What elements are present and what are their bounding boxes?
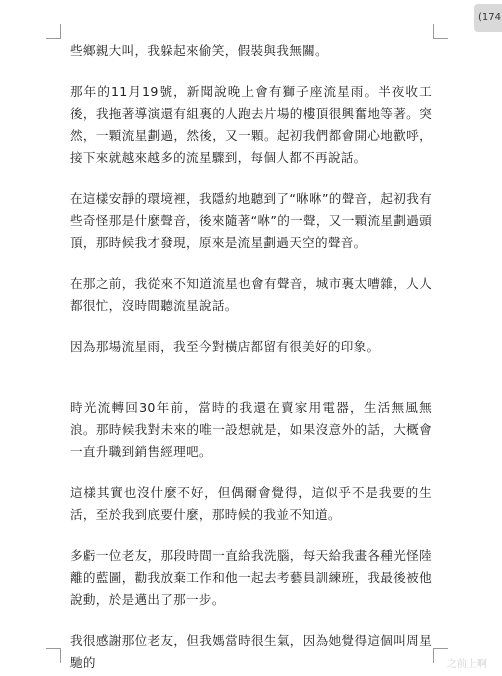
paragraph: 我很感謝那位老友，但我媽當時很生氣，因為她覺得這個叫周星馳的 xyxy=(70,633,432,670)
crop-mark-bottom-right xyxy=(433,648,448,663)
paragraph: 在那之前，我從來不知道流星也會有聲音，城市裏太嘈雜，人人都很忙，沒時間聽流星說話。 xyxy=(70,276,432,313)
paragraph: 因為那場流星雨，我至今對橫店都留有很美好的印象。 xyxy=(70,339,380,354)
paragraph: 多虧一位老友，那段時間一直給我洗腦，每天給我畫各種光怪陸離的藍圖，勸我放棄工作和他一起去考藝員訓練班，我最後被他說動，於是邁出了那一步。 xyxy=(70,548,432,607)
paragraph: 那年的11月19號，新聞說晚上會有獅子座流星雨。半夜收工後，我拖著導演還有組裏的人跑去片場的樓頂很興奮地等著。突然，一顆流星劃過，然後，又一顆。起初我們都會開心地歡呼，接下來就越來越多的流星驟到，每個人都不再說話。 xyxy=(70,84,432,165)
corner-page-badge: (174 xyxy=(474,4,502,32)
paragraph: 在這樣安靜的環境裡，我隱約地聽到了“咻咻”的聲音，起初我有些奇怪那是什麼聲音，後來隨著“咻”的一聲，又一顆流星劃過頭頂，那時候我才發現，原來是流星劃過天空的聲音。 xyxy=(70,191,432,250)
crop-mark-bottom-left xyxy=(46,648,61,663)
watermark: 之前上啊 xyxy=(447,659,487,670)
paragraph: 時光流轉回30年前，當時的我還在賣家用電器，生活無風無浪。那時候我對未來的唯一設想就是，如果沒意外的話，大概會一直升職到銷售經理吧。 xyxy=(70,400,432,459)
crop-mark-top-right xyxy=(433,24,448,39)
document-body xyxy=(70,40,432,674)
paragraph: 這樣其實也沒什麼不好，但偶爾會覺得，這似乎不是我要的生活，至於我到底要什麼，那時候的我並不知道。 xyxy=(70,485,432,522)
crop-mark-top-left xyxy=(46,24,61,39)
paragraph: 些鄉親大叫，我躲起來偷笑，假裝與我無關。 xyxy=(70,43,328,58)
